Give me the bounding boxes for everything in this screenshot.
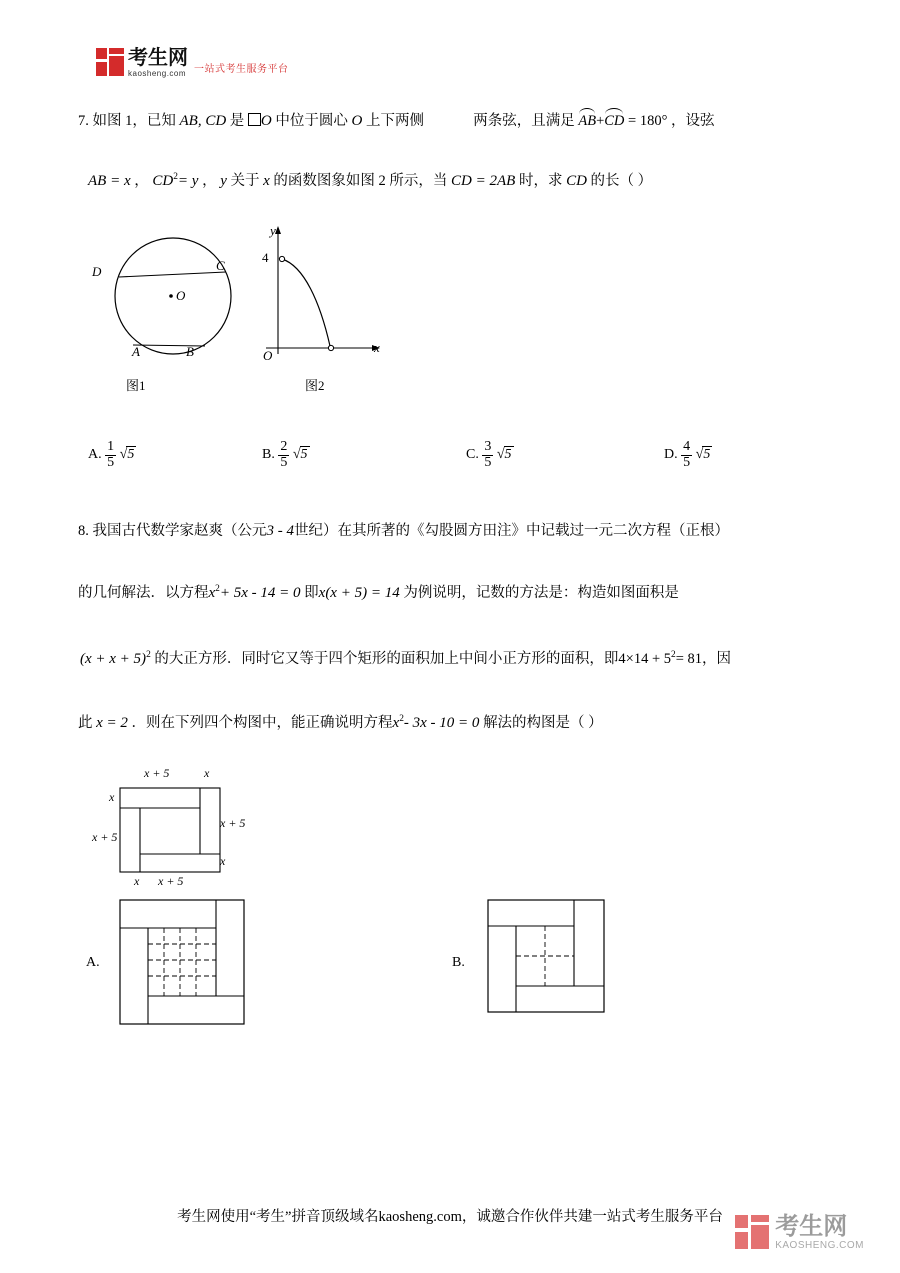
q7-l2-m2: CD (152, 173, 174, 189)
site-logo (96, 48, 289, 78)
q8-l2-m1b: + 5x - 14 = 0 (219, 585, 301, 601)
q7-text-3: 中位于圆心 (275, 113, 348, 129)
q7-l2-t4: 的函数图象如图 2 所示，当 (273, 173, 448, 189)
q8-number: 8. (78, 523, 89, 539)
q8-l2-m2: x(x + 5) = 14 (318, 585, 400, 601)
q8-l1-b: 世纪）在其所著的《勾股圆方田注》中记载过一元二次方程（正根） (294, 523, 729, 539)
q7-l2-m5: CD = 2AB (451, 173, 516, 189)
q8-fig-label-right-bottom: x (220, 854, 226, 868)
q7-text-2: 是 (229, 113, 245, 129)
fig1-label-D: D (92, 264, 102, 279)
q7-l2-t2: ， (202, 173, 217, 189)
q7-math-3: O (351, 113, 363, 129)
q7-l2-m4: x (263, 173, 270, 189)
q7-arc-value: = 180° (624, 113, 668, 129)
q8-fig-label-top-right: x (204, 766, 210, 780)
q7-option-d-root: 5 (703, 447, 711, 462)
question-8-line-1 (78, 520, 729, 543)
q7-number: 7. (78, 113, 89, 129)
figure-1-caption: 图1 (126, 378, 146, 393)
q7-l2-m1: AB = x (88, 173, 131, 189)
q8-l4-m2b: - 3x - 10 = 0 (403, 715, 480, 731)
q7-option-d[interactable]: D. $\frac{4}{5}$ √5 (664, 439, 711, 470)
question-8-line-2 (78, 582, 679, 605)
q8-l3-m1-sup: 2 (146, 650, 151, 661)
q7-l2-t5: 时，求 (518, 173, 563, 189)
q7-option-a-root: 5 (127, 447, 135, 462)
q8-l2-b: 即 (304, 585, 319, 601)
q8-fig-label-right-top: x + 5 (220, 816, 246, 830)
q8-option-a-figure[interactable] (118, 898, 246, 1031)
watermark-name-cn: 考生网 (775, 1212, 848, 1240)
q7-option-c-root: 5 (504, 447, 512, 462)
logo-name-cn: 考生网 (128, 47, 188, 69)
q8-l3-a: 的大正方形．同时它又等于四个矩形的面积加上中间小正方形的面积，即 (154, 651, 619, 667)
q8-l4-c: 解法的构图是（ ） (483, 715, 603, 731)
q8-fig-label-left-bottom: x + 5 (92, 830, 118, 844)
watermark (735, 1214, 864, 1251)
q8-l1-a: 我国古代数学家赵爽（公元 (92, 523, 267, 539)
q8-l2-c: 为例说明，记数的方法是：构造如图面积是 (403, 585, 679, 601)
fig1-label-C: C (216, 258, 225, 273)
q8-fig-label-left-top: x (109, 790, 115, 804)
q7-text-5: 两条弦，且满足 (473, 113, 575, 129)
q7-option-c-key: C. (466, 447, 479, 462)
q8-l2-m1-sup: 2 (215, 584, 220, 595)
q7-option-b-key: B. (262, 447, 275, 462)
q7-option-b[interactable]: B. $\frac{2}{5}$ √5 (262, 439, 308, 470)
q8-l3-m2-sup: 2 (671, 650, 676, 661)
question-7-line-1: 7. 如图 1，已知 AB, CD 是 O 中位于圆心 O 上下两侧 两条弦，且满足 AB+CD = 180° ，设弦 (78, 110, 715, 133)
q8-l2-a: 的几何解法．以方程 (78, 585, 209, 601)
fig2-label-y: y (270, 223, 276, 238)
q7-arc-ab: AB (578, 111, 596, 133)
logo-slogan: 一站式考生服务平台 (194, 64, 289, 75)
q8-option-a-key[interactable]: A. (86, 955, 100, 970)
q7-arc-cd: CD (604, 111, 624, 133)
q7-option-a-fraction: $\frac{1}{5}$ (107, 439, 115, 470)
q8-l4-m2-sup: 2 (399, 714, 404, 725)
q7-option-a[interactable]: A. $\frac{1}{5}$ √5 (88, 439, 135, 470)
watermark-mark-icon (735, 1215, 769, 1249)
q7-option-d-key: D. (664, 447, 678, 462)
q8-l3-b: ，因 (702, 651, 732, 667)
q7-l2-m2-sup: 2 (173, 172, 178, 183)
q7-text-6: ，设弦 (671, 113, 715, 129)
fig1-label-A: A (132, 344, 140, 359)
q8-l4-m2: x (392, 715, 400, 731)
figure-2-caption: 图2 (305, 378, 325, 393)
circle-symbol-icon (248, 113, 261, 126)
q8-fig-label-top-left: x + 5 (144, 766, 170, 780)
q7-option-b-fraction: $\frac{2}{5}$ (280, 439, 288, 470)
q8-l4-b: ．则在下列四个构图中，能正确说明方程 (131, 715, 393, 731)
question-7-line-2 (88, 170, 652, 193)
q7-option-a-key: A. (88, 447, 102, 462)
q8-l3-m2: 4×14 + 5 (618, 651, 671, 667)
q7-l2-t3: 关于 (230, 173, 260, 189)
watermark-name-en: KAOSHENG.COM (775, 1240, 864, 1251)
fig2-label-x: x (374, 340, 380, 355)
fig2-label-O: O (263, 348, 273, 363)
q8-l3-m1: (x + x + 5) (80, 651, 147, 667)
q8-l3-m2b: = 81 (675, 651, 703, 667)
q8-l4-m1: x = 2 (96, 715, 128, 731)
page-footer: 考生网使用“考生”拼音顶级域名kaosheng.com，诚邀合作伙伴共建一站式考生服务平台 (177, 1209, 723, 1225)
fig2-label-4: 4 (262, 250, 269, 265)
fig1-label-O: O (176, 288, 186, 303)
q7-text-1: 如图 1，已知 (92, 113, 176, 129)
q7-l2-t6: 的长（ ） (590, 173, 653, 189)
q7-math-1: AB, CD (179, 113, 227, 129)
q7-text-4: 上下两侧 (365, 113, 424, 129)
logo-mark-icon (96, 48, 124, 76)
q8-option-b-key[interactable]: B. (452, 955, 465, 970)
q7-l2-m2b: = y (177, 173, 199, 189)
q7-l2-m3: y (220, 173, 227, 189)
fig1-label-B: B (186, 344, 194, 359)
q7-option-c[interactable]: C. $\frac{3}{5}$ √5 (466, 439, 512, 470)
q8-l4-a: 此 (78, 715, 93, 731)
q7-math-2: O (260, 113, 272, 129)
q7-option-b-root: 5 (300, 447, 308, 462)
figure-1-circle (92, 228, 250, 373)
q8-fig-label-bottom-right: x + 5 (158, 874, 184, 888)
q8-l2-m1: x (208, 585, 216, 601)
q8-option-b-figure[interactable] (486, 898, 606, 1019)
question-8-line-3 (80, 648, 731, 671)
q7-option-d-fraction: $\frac{4}{5}$ (683, 439, 691, 470)
q8-fig-label-bottom-left: x (134, 874, 140, 888)
question-8-line-4 (78, 712, 603, 735)
q7-l2-t1: ， (134, 173, 149, 189)
figure-2-graph (258, 222, 388, 367)
q8-l1-math: 3 - 4 (266, 523, 294, 539)
logo-name-en: kaosheng.com (128, 69, 187, 78)
q7-l2-m6: CD (566, 173, 587, 189)
q7-option-c-fraction: $\frac{3}{5}$ (484, 439, 492, 470)
q8-reference-figure (92, 766, 256, 893)
